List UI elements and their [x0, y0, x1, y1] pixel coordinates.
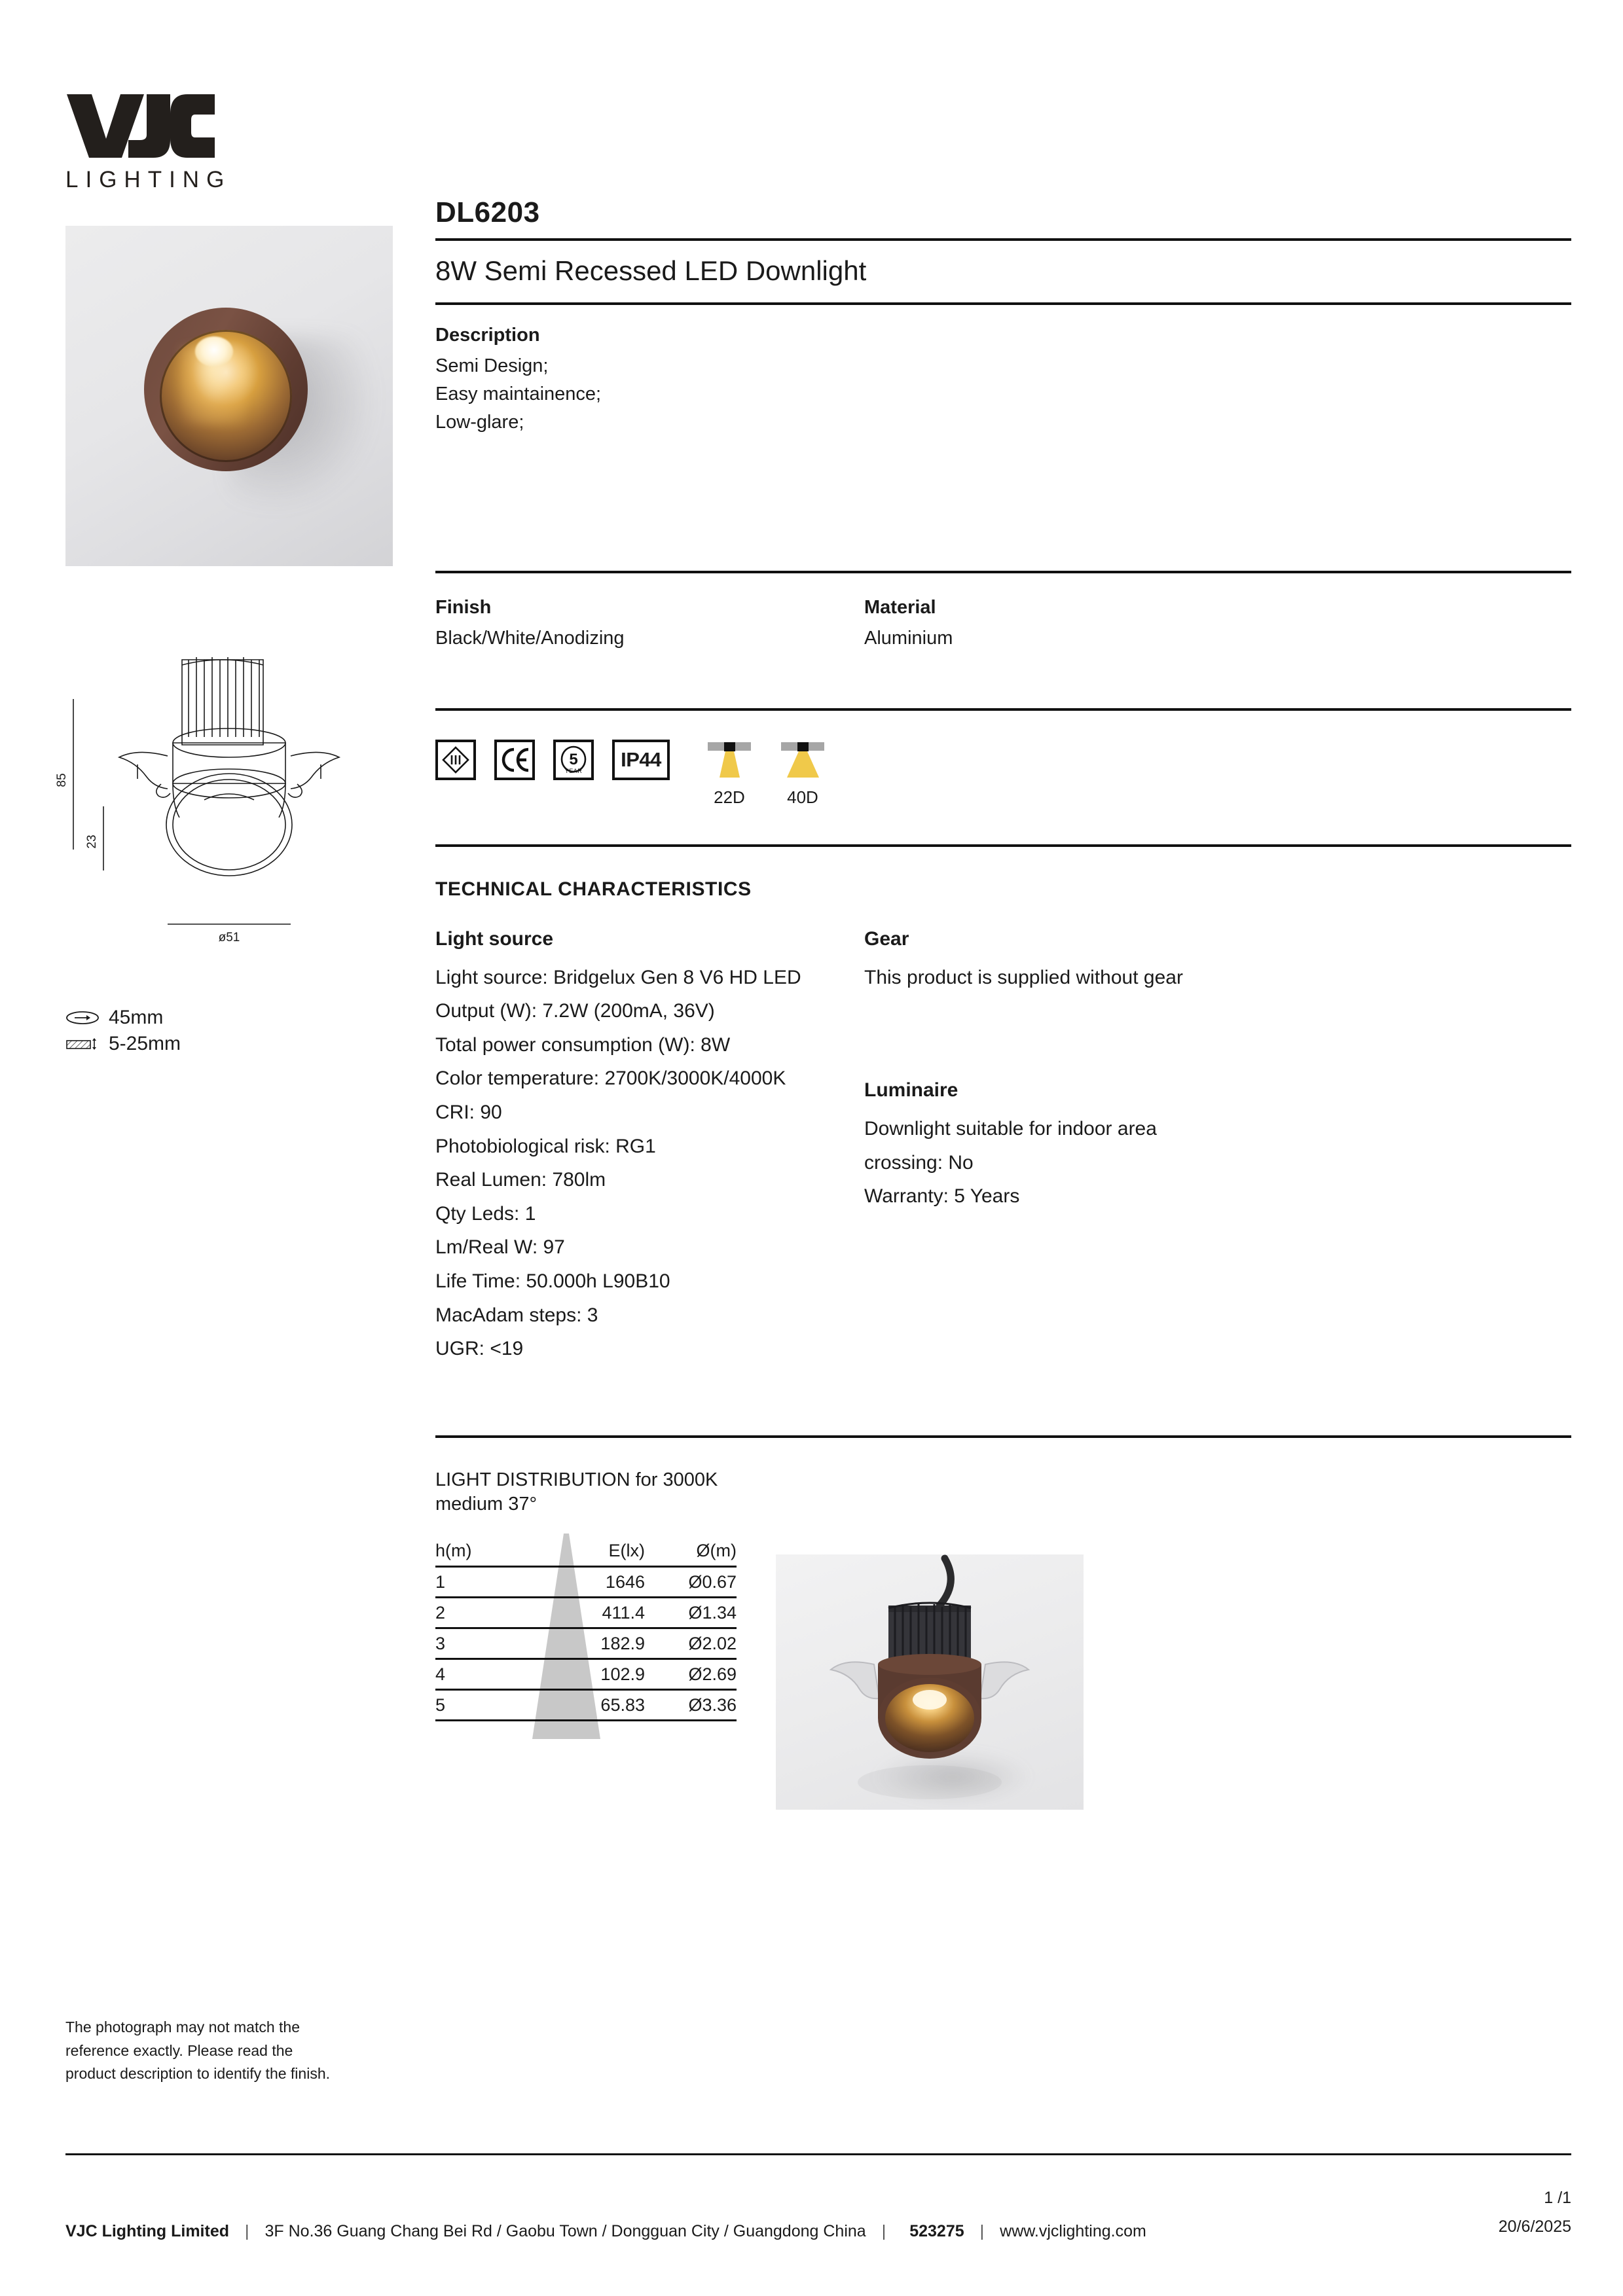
- product-photo-main: [65, 226, 393, 566]
- cell-height: 5: [435, 1690, 520, 1721]
- luminaire-heading: Luminaire: [864, 1079, 958, 1102]
- product-name: 8W Semi Recessed LED Downlight: [435, 255, 867, 286]
- dim-height-label: 85: [55, 773, 69, 787]
- document-date: 20/6/2025: [1498, 2217, 1571, 2236]
- product-photo-detail: [776, 1554, 1084, 1810]
- product-code: DL6203: [435, 196, 540, 228]
- gear-item: This product is supplied without gear: [864, 966, 1183, 988]
- luminaire-item: Warranty: 5 Years: [864, 1185, 1020, 1208]
- svg-text:5: 5: [569, 750, 578, 768]
- cell-height: 1: [435, 1567, 520, 1598]
- svg-text:YEAR: YEAR: [564, 767, 583, 774]
- spec-item: Output (W): 7.2W (200mA, 36V): [435, 1000, 715, 1022]
- table-row: [435, 1659, 737, 1690]
- photo-disclaimer: The photograph may not match the reference exactly. Please read the product description to identify the finish.: [65, 2018, 331, 2083]
- description-block: [435, 325, 1571, 437]
- divider-above-finish: [435, 571, 1571, 573]
- divider-under-code: [435, 238, 1571, 241]
- beam-option-22d: [702, 740, 756, 808]
- beam-40d-icon: [776, 740, 830, 783]
- beam-40d-label: 40D: [787, 787, 818, 807]
- material-heading: Material: [864, 596, 936, 618]
- footer-meta: [1499, 2184, 1571, 2242]
- dim-protrusion-label: 23: [85, 834, 99, 849]
- table-header-row: [435, 1541, 737, 1567]
- divider-above-distribution: [435, 1435, 1571, 1438]
- cell-height: 4: [435, 1659, 520, 1690]
- certification-row: [435, 740, 1571, 808]
- light-source-block: [435, 928, 864, 1366]
- footer-separator-2: |: [881, 2222, 886, 2240]
- description-line-1: Semi Design;: [435, 355, 549, 376]
- spec-item: Photobiological risk: RG1: [435, 1135, 656, 1157]
- light-source-heading: Light source: [435, 927, 554, 950]
- footer-website[interactable]: www.vjclighting.com: [1000, 2222, 1146, 2240]
- ceiling-thickness-icon: [65, 1035, 100, 1052]
- spec-item: UGR: <19: [435, 1338, 524, 1360]
- col-header-d: Ø(m): [645, 1541, 737, 1567]
- ld-title-line2: medium 37°: [435, 1494, 538, 1515]
- cell-diameter: Ø3.36: [645, 1690, 737, 1721]
- col-header-h: h(m): [435, 1541, 520, 1567]
- footer-separator-3: |: [979, 2222, 985, 2240]
- spec-item: Light source: Bridgelux Gen 8 V6 HD LED: [435, 966, 801, 988]
- material-value: Aluminium: [864, 627, 953, 649]
- cell-lux: 65.83: [520, 1690, 645, 1721]
- spec-item: Real Lumen: 780lm: [435, 1169, 606, 1191]
- beam-22d-icon: [702, 740, 756, 783]
- gear-luminaire-block: [864, 928, 1571, 1366]
- beam-angle-options: [702, 740, 830, 808]
- footer-divider: [65, 2153, 1571, 2155]
- table-row: [435, 1598, 737, 1628]
- ip44-rating-icon: IP44: [612, 740, 670, 780]
- material-block: [864, 597, 1571, 653]
- beam-22d-label: 22D: [714, 787, 745, 807]
- footer-company: VJC Lighting Limited: [65, 2222, 229, 2240]
- description-line-3: Low-glare;: [435, 411, 524, 433]
- finish-block: [435, 597, 864, 653]
- cell-lux: 411.4: [520, 1598, 645, 1628]
- ceiling-thickness-row: [65, 1031, 327, 1057]
- spec-item: CRI: 90: [435, 1102, 502, 1123]
- ld-title-line1: LIGHT DISTRIBUTION for 3000K: [435, 1469, 718, 1490]
- cutout-value: 45mm: [109, 1007, 164, 1028]
- spec-item: Life Time: 50.000h L90B10: [435, 1270, 670, 1292]
- description-heading: Description: [435, 325, 540, 346]
- main-content: [435, 196, 1571, 1721]
- table-row: [435, 1690, 737, 1721]
- cell-diameter: Ø1.34: [645, 1598, 737, 1628]
- light-distribution-title: [435, 1468, 737, 1517]
- cell-diameter: Ø2.02: [645, 1628, 737, 1659]
- light-distribution-table: [435, 1541, 737, 1721]
- cell-height: 3: [435, 1628, 520, 1659]
- light-distribution-block: [435, 1468, 737, 1721]
- finish-value: Black/White/Anodizing: [435, 627, 625, 649]
- page-number: 1 /1: [1544, 2189, 1571, 2207]
- cell-lux: 1646: [520, 1567, 645, 1598]
- brand-tagline: LIGHTING: [65, 167, 232, 192]
- brand-logo: [65, 92, 232, 193]
- ce-mark-icon: [494, 740, 535, 780]
- technical-columns: [435, 928, 1571, 1366]
- beam-option-40d: [776, 740, 830, 808]
- spec-item: Lm/Real W: 97: [435, 1236, 565, 1259]
- divider-above-technical: [435, 844, 1571, 847]
- cell-diameter: Ø2.69: [645, 1659, 737, 1690]
- finish-material-row: [435, 597, 1571, 653]
- footer-address: 3F No.36 Guang Chang Bei Rd / Gaobu Town / Dongguan City / Guangdong China: [264, 2222, 866, 2240]
- spec-item: Qty Leds: 1: [435, 1202, 536, 1225]
- divider-above-certs: [435, 708, 1571, 711]
- divider-under-name: [435, 302, 1571, 305]
- gear-heading: Gear: [864, 927, 909, 950]
- warranty-5-year-icon: [553, 740, 594, 780]
- ceiling-thickness-value: 5-25mm: [109, 1033, 181, 1054]
- cell-height: 2: [435, 1598, 520, 1628]
- description-line-2: Easy maintainence;: [435, 383, 602, 404]
- dim-diameter-label: ø51: [218, 931, 240, 944]
- col-header-e: E(lx): [520, 1541, 645, 1567]
- cutout-spec-row: [65, 1005, 327, 1031]
- installation-specs: [65, 1005, 327, 1057]
- finish-heading: Finish: [435, 596, 492, 618]
- vjc-logomark-icon: [65, 92, 216, 160]
- footer-separator-1: |: [245, 2222, 249, 2240]
- table-row: [435, 1628, 737, 1659]
- spec-item: Total power consumption (W): 8W: [435, 1033, 731, 1056]
- luminaire-item: Downlight suitable for indoor area: [864, 1118, 1157, 1140]
- luminaire-item: crossing: No: [864, 1151, 974, 1174]
- spec-item: MacAdam steps: 3: [435, 1304, 598, 1326]
- class-iii-icon: [435, 740, 476, 780]
- cell-lux: 182.9: [520, 1628, 645, 1659]
- technical-heading: TECHNICAL CHARACTERISTICS: [435, 878, 752, 900]
- cell-lux: 102.9: [520, 1659, 645, 1690]
- cutout-diameter-icon: [65, 1009, 100, 1026]
- footer-postcode: 523275: [909, 2222, 964, 2240]
- cell-diameter: Ø0.67: [645, 1567, 737, 1598]
- dimension-drawing: [39, 628, 406, 956]
- spec-item: Color temperature: 2700K/3000K/4000K: [435, 1067, 786, 1090]
- fixture-illustration: [144, 308, 308, 484]
- page-footer: [65, 2189, 1571, 2241]
- table-row: [435, 1567, 737, 1598]
- photo-detail-shadow: [874, 1751, 1031, 1803]
